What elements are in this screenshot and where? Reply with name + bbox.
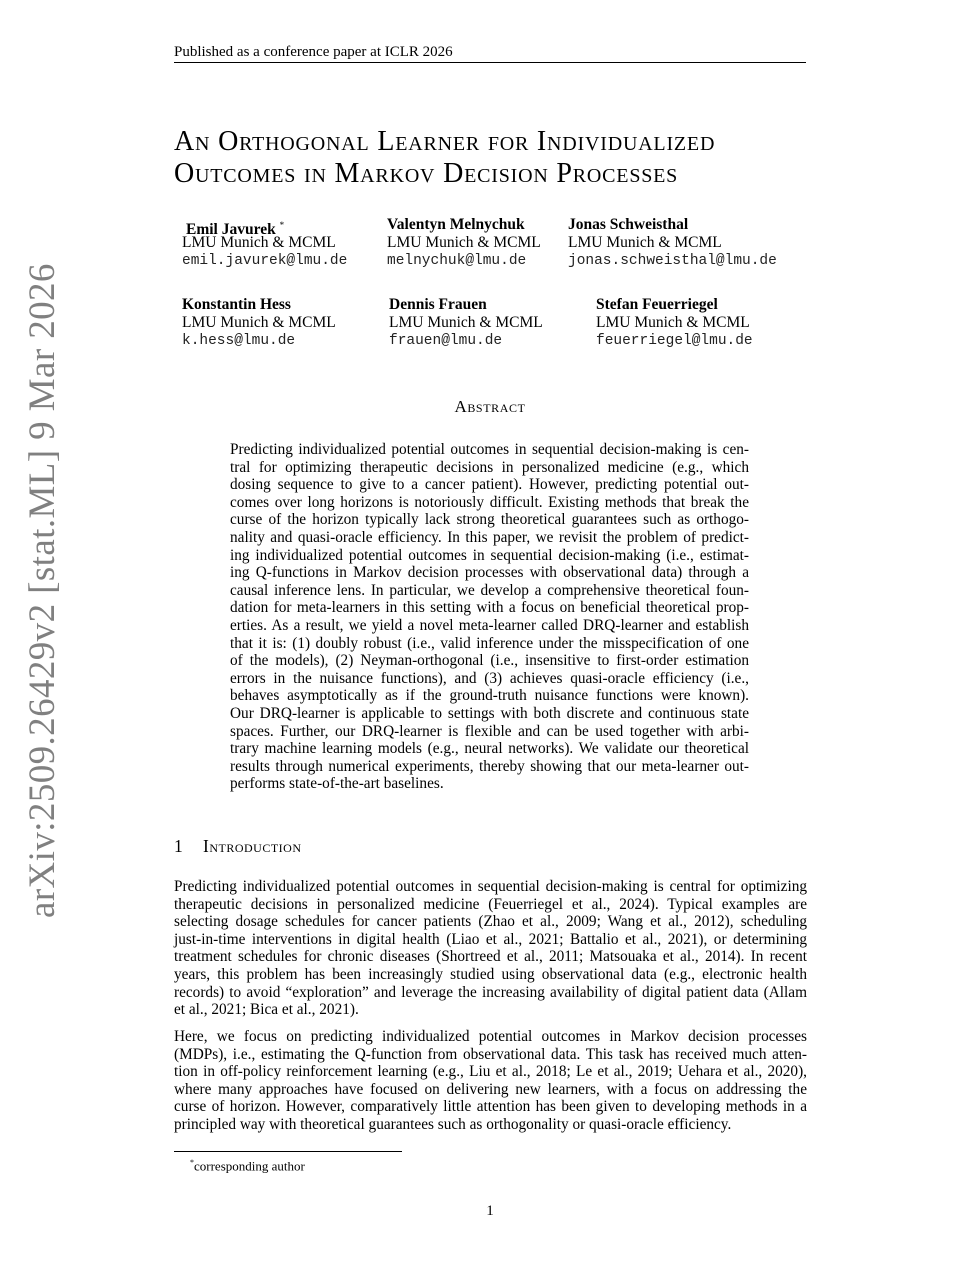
paragraph-line: where many approaches have focused on delivering new learners, with a focus on addressing the [174, 1080, 807, 1098]
author-name: Jonas Schweisthal [568, 216, 689, 233]
author-name: Konstantin Hess [182, 296, 291, 313]
author-email: jonas.schweisthal@lmu.de [568, 253, 777, 269]
title-line-1: An Orthogonal Learner for Individualized [174, 126, 716, 157]
paragraph-line: (MDPs), i.e., estimating the Q-function from observational data. This task has received much atten- [174, 1045, 807, 1063]
abstract-line: tral for optimizing therapeutic decisions in personalized medicine (e.g., which [230, 458, 749, 476]
paragraph-line: Predicting individualized potential outcomes in sequential decision-making is central for optimizing [174, 878, 807, 895]
author-name: Emil Javurek * [186, 220, 285, 239]
page-number: 1 [486, 1203, 494, 1219]
abstract-line: trary machine learning models (e.g., neural networks). We validate our theoretical [230, 740, 749, 758]
abstract-line: comes over long horizons is notoriously difficult. Existing methods that break the [230, 493, 749, 511]
paragraph-line: years, this problem has been increasingly studied using observational data (e.g., electronic health [174, 966, 807, 983]
paragraph-line: just-in-time interventions in digital health (Liao et al., 2021; Battalio et al., 2021), or determining [174, 930, 807, 948]
abstract-line: ing Q-functions in Markov decision processes with observational data) through a [230, 564, 749, 582]
footnote-mark: * [190, 1158, 194, 1167]
paragraph-line: treatment schedules for chronic diseases (Shortreed et al., 2011; Matsouaka et al., 2014). In recent [174, 948, 807, 966]
section-heading [174, 836, 302, 856]
abstract-line: errors in the nuisance functions), and (3) achieves quasi-oracle efficiency (i.e., [230, 669, 749, 687]
paragraph-line: principled way with theoretical guarantees such as orthogonality or quasi-oracle efficiency. [174, 1116, 732, 1133]
paragraph-line: tion in off-policy reinforcement learning (e.g., Liu et al., 2018; Le et al., 2019; Uehara et al., 2020), [174, 1063, 807, 1081]
author-name: Stefan Feuerriegel [596, 296, 718, 313]
abstract-line: curse of the horizon typically lack strong theoretical guarantees such as orthogo- [230, 511, 749, 529]
paper-title [174, 126, 814, 190]
abstract-line: performs state-of-the-art baselines. [230, 775, 444, 793]
author-footnote-mark: * [279, 220, 285, 230]
abstract-line: that it is: (1) doubly robust (i.e., valid inference under the misspecification of one [230, 634, 749, 652]
author-block [182, 296, 336, 350]
abstract-line: Predicting individualized potential outcomes in sequential decision-making is cen- [230, 441, 749, 458]
author-name: Dennis Frauen [389, 296, 487, 313]
abstract-line: erties. As a result, we yield a novel meta-learner called DRQ-learner and establish [230, 617, 749, 634]
author-email: feuerriegel@lmu.de [596, 333, 753, 349]
paragraph-line: therapeutic decisions in personalized medicine (Feuerriegel et al., 2024). Typical examples are [174, 895, 807, 913]
author-affiliation: LMU Munich & MCML [387, 234, 541, 251]
abstract-line: results through numerical experiments, thereby showing that our meta-learner out- [230, 757, 749, 775]
footnote-text: corresponding author [194, 1158, 305, 1174]
arxiv-identifier: arXiv:2509.26429v2 [stat.ML] 9 Mar 2026 [22, 263, 63, 918]
paragraph-line: Here, we focus on predicting individualized potential outcomes in Markov decision processes [174, 1028, 807, 1045]
author-email: k.hess@lmu.de [182, 333, 296, 349]
section-number: 1 [174, 836, 184, 856]
author-affiliation: LMU Munich & MCML [182, 314, 336, 331]
author-block [387, 216, 541, 270]
paragraph-line: curse of horizon. However, comparatively little attention has been given to developing methods in a [174, 1098, 807, 1116]
abstract-line: dosing sequence to give to a cancer patient). However, predicting potential out- [230, 476, 749, 494]
footnote [190, 1155, 305, 1174]
abstract-heading: Abstract [454, 397, 526, 416]
author-email: frauen@lmu.de [389, 333, 503, 349]
abstract-line: of the models), (2) Neyman-orthogonal (i.e., insensitive to first-order estimation [230, 652, 749, 670]
author-affiliation: LMU Munich & MCML [389, 314, 543, 331]
abstract-line: Our DRQ-learner is applicable to settings with both discrete and continuous state [230, 705, 749, 722]
author-block [568, 216, 777, 270]
author-email: emil.javurek@lmu.de [182, 253, 348, 269]
section-title: Introduction [203, 836, 302, 856]
abstract-line: ing individualized potential outcomes in sequential decision-making (i.e., estimat- [230, 546, 749, 564]
author-block [389, 296, 543, 350]
paragraph-line: records) to avoid “exploration” and leverage the increasing availability of digital patient data (Allam [174, 983, 807, 1001]
author-email: melnychuk@lmu.de [387, 253, 527, 269]
abstract-line: spaces. Further, our DRQ-learner is flexible and can be used together with arbi- [230, 722, 749, 740]
author-affiliation: LMU Munich & MCML [568, 234, 722, 251]
abstract-line: nality and quasi-oracle efficiency. In this paper, we revisit the problem of predict- [230, 529, 749, 546]
footnote-rule [174, 1151, 402, 1152]
author-affiliation: LMU Munich & MCML [182, 234, 336, 251]
running-header: Published as a conference paper at ICLR 2026 [174, 43, 806, 63]
author-details [182, 234, 347, 270]
title-line-2: Outcomes in Markov Decision Processes [174, 158, 679, 189]
abstract-line: causal inference lens. In particular, we develop a comprehensive theoretical foun- [230, 581, 749, 599]
paragraph-line: selecting dosage schedules for cancer patients (Zhao et al., 2009; Wang et al., 2012), scheduling [174, 913, 807, 931]
author-name: Valentyn Melnychuk [387, 216, 525, 233]
abstract-line: behaves asymptotically as if the ground-truth nuisance functions were known). [230, 687, 749, 705]
author-affiliation: LMU Munich & MCML [596, 314, 750, 331]
paragraph-line: et al., 2021; Bica et al., 2021). [174, 1001, 359, 1019]
author-block [596, 296, 753, 350]
abstract-line: dation for meta-learners in this setting with a focus on beneficial theoretical prop- [230, 599, 749, 617]
